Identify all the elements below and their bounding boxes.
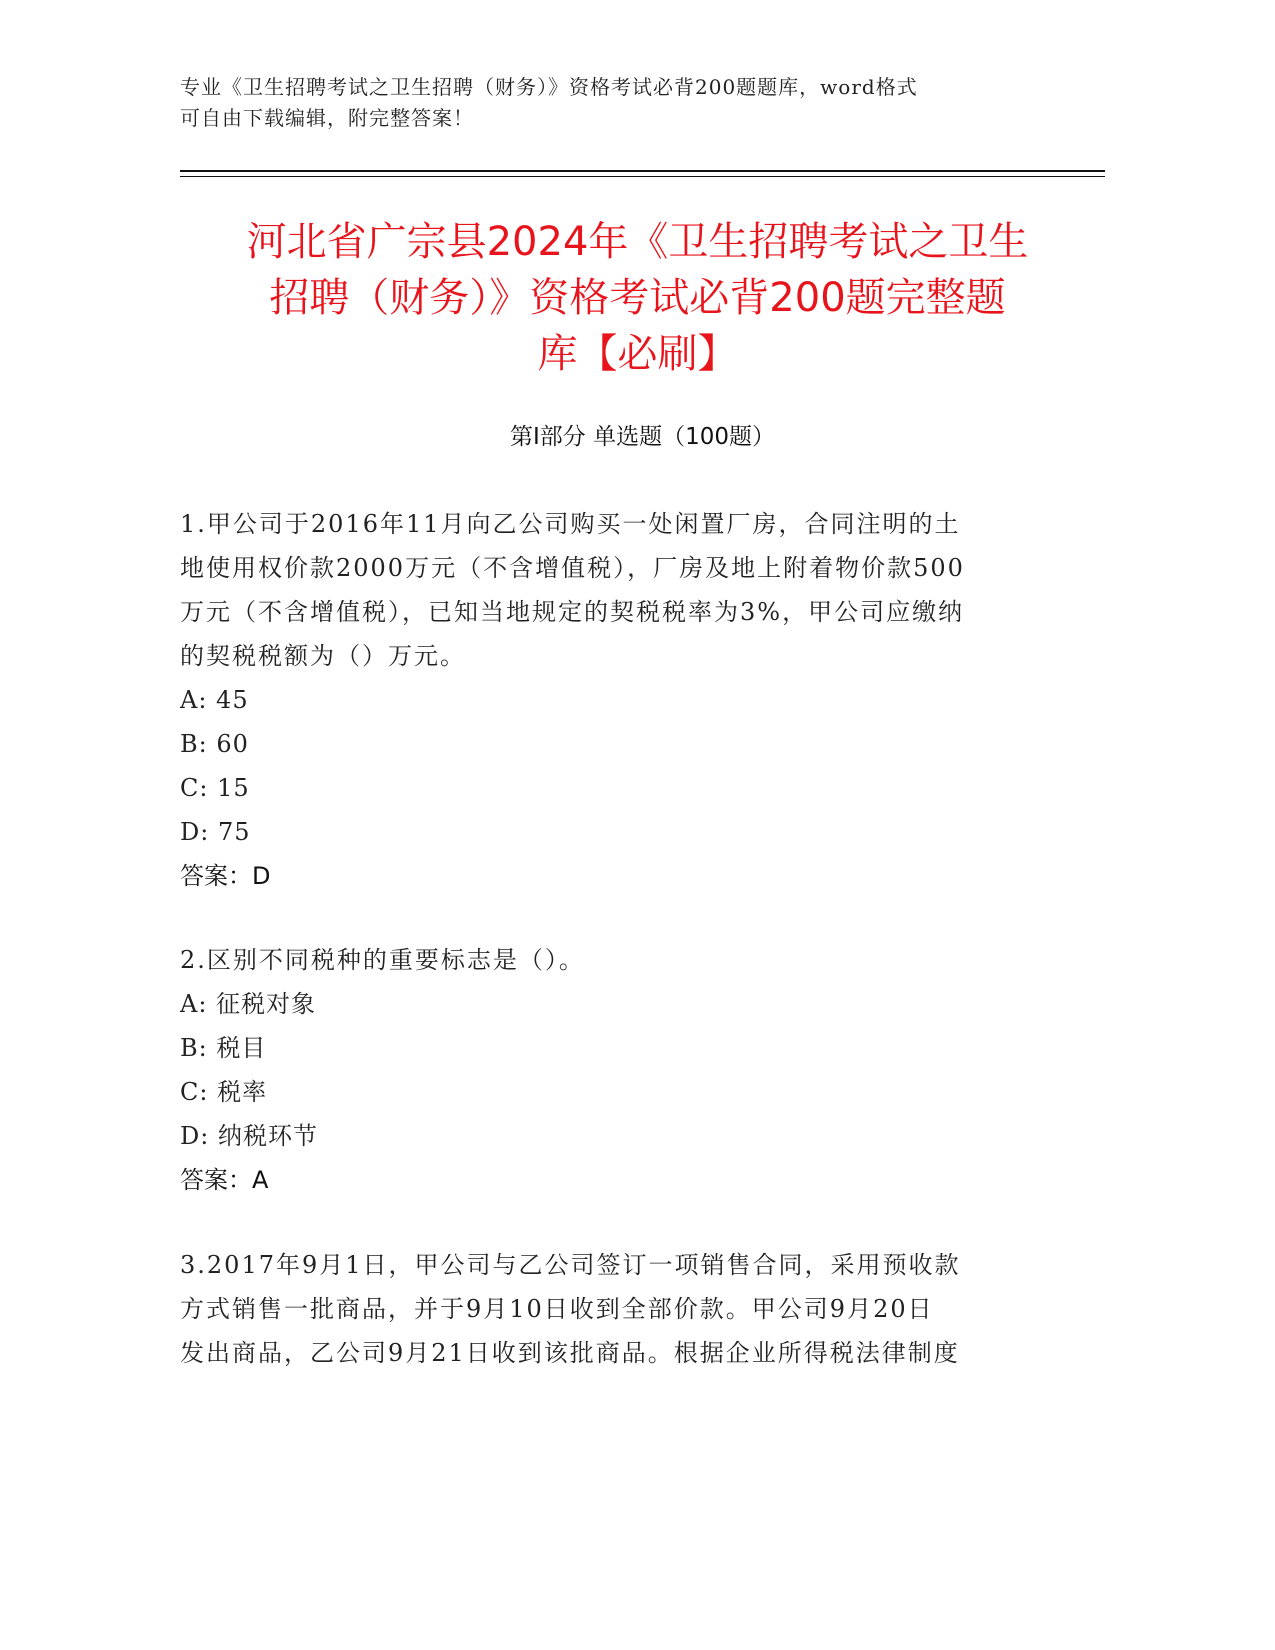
document-title-line-2: 招聘（财务）》资格考试必背200题完整题 (269, 275, 1006, 321)
section-heading: 第I部分 单选题（100题） (510, 424, 775, 450)
option-d: D: 75 (180, 818, 251, 846)
option-b: B: 税目 (180, 1034, 267, 1062)
option-a: A: 征税对象 (180, 990, 317, 1018)
document-title-line-3: 库【必刷】 (537, 331, 738, 377)
question-stem-line: 1.甲公司于2016年11月向乙公司购买一处闲置厂房，合同注明的土 (180, 510, 961, 538)
question-stem-line: 万元（不含增值税），已知当地规定的契税税率为3%，甲公司应缴纳 (180, 598, 965, 626)
question-stem-line: 地使用权价款2000万元（不含增值税），厂房及地上附着物价款500 (180, 554, 965, 582)
question-stem-line: 方式销售一批商品，并于9月10日收到全部价款。甲公司9月20日 (180, 1295, 934, 1323)
header-note-line-1: 专业《卫生招聘考试之卫生招聘（财务）》资格考试必背200题题库，word格式 (180, 75, 918, 99)
question-stem-line: 3.2017年9月1日，甲公司与乙公司签订一项销售合同，采用预收款 (180, 1251, 961, 1279)
question-stem-line: 的契税税额为（）万元。 (180, 642, 466, 670)
document-title-line-1: 河北省广宗县2024年《卫生招聘考试之卫生 (246, 219, 1029, 265)
question-stem-line: 2.区别不同税种的重要标志是（）。 (180, 946, 585, 974)
document-title (160, 214, 1115, 382)
option-c: C: 15 (180, 774, 250, 802)
option-b: B: 60 (180, 730, 249, 758)
header-note-line-2: 可自由下载编辑，附完整答案！ (180, 106, 474, 130)
answer: 答案：A (180, 1166, 269, 1194)
option-a: A: 45 (180, 686, 249, 714)
header-divider-thick (180, 170, 1105, 172)
header-divider-thin (180, 176, 1105, 177)
option-d: D: 纳税环节 (180, 1122, 318, 1150)
question-2 (180, 938, 1030, 1202)
answer: 答案：D (180, 862, 271, 890)
option-c: C: 税率 (180, 1078, 268, 1106)
header-note (180, 72, 1060, 134)
question-1 (180, 502, 1030, 898)
question-stem-line: 发出商品，乙公司9月21日收到该批商品。根据企业所得税法律制度 (180, 1339, 960, 1367)
question-3 (180, 1243, 1030, 1375)
